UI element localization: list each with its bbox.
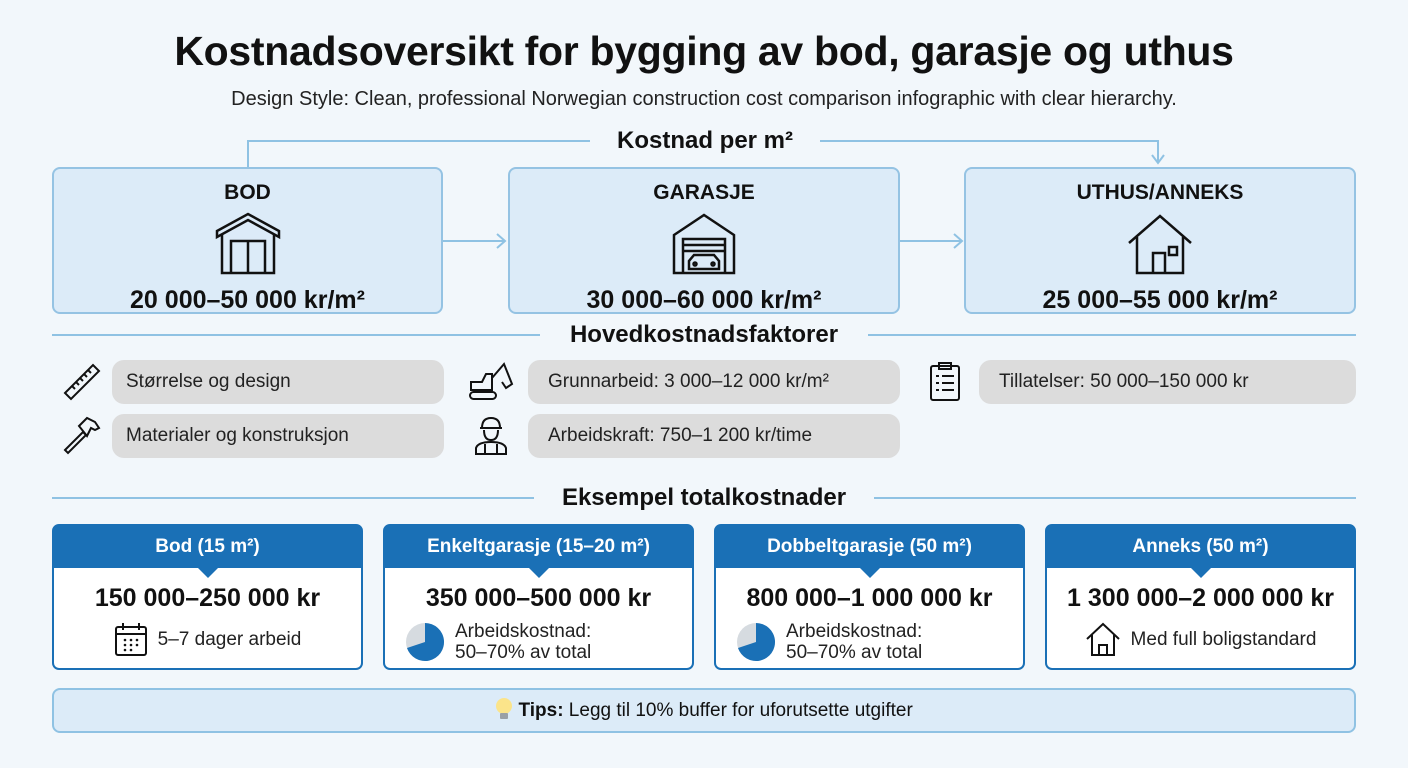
ruler-icon	[61, 361, 103, 403]
house-icon	[1125, 211, 1195, 277]
example-amount: 800 000–1 000 000 kr	[746, 584, 993, 612]
house-icon	[1085, 621, 1121, 657]
tips-bar	[52, 688, 1356, 733]
example-note: 50–70% av total	[455, 642, 592, 663]
example-note: Arbeidskostnad:	[455, 621, 592, 642]
clipboard-icon	[924, 360, 966, 402]
section-heading-per-m2: Kostnad per m²	[590, 127, 820, 155]
calendar-icon	[114, 621, 148, 657]
arrow-down-icon	[1150, 152, 1166, 166]
example-note: Arbeidskostnad:	[786, 621, 923, 642]
example-card-dobbeltgarasje	[714, 524, 1025, 670]
example-title: Dobbeltgarasje (50 m²)	[716, 526, 1023, 568]
section-heading-examples: Eksempel totalkostnader	[534, 484, 874, 512]
connector	[820, 140, 1159, 142]
example-note: 50–70% av total	[786, 642, 923, 663]
example-amount: 350 000–500 000 kr	[425, 584, 652, 612]
cost-card-uthus	[964, 167, 1356, 314]
example-note: 5–7 dager arbeid	[157, 628, 302, 650]
card-name: GARASJE	[653, 181, 755, 204]
tips-text: Legg til 10% buffer for uforutsette utgifter	[563, 700, 913, 721]
shed-icon	[213, 211, 283, 277]
factor-size-design: Størrelse og design	[112, 360, 444, 404]
factor-groundwork: Grunnarbeid: 3 000–12 000 kr/m²	[528, 360, 900, 404]
card-name: UTHUS/ANNEKS	[1076, 181, 1244, 204]
example-title: Enkeltgarasje (15–20 m²)	[385, 526, 692, 568]
page-title: Kostnadsoversikt for bygging av bod, garasje og uthus	[174, 28, 1234, 74]
example-title: Bod (15 m²)	[54, 526, 361, 568]
cost-card-garasje	[508, 167, 900, 314]
card-price: 20 000–50 000 kr/m²	[130, 286, 365, 314]
example-amount: 150 000–250 000 kr	[94, 584, 321, 612]
page-subtitle: Design Style: Clean, professional Norwegian construction cost comparison infographic with clear hierarchy.	[231, 88, 1177, 110]
card-price: 25 000–55 000 kr/m²	[1042, 286, 1278, 314]
pie-chart-icon	[736, 622, 776, 662]
section-heading-factors: Hovedkostnadsfaktorer	[540, 321, 868, 349]
garage-icon	[669, 211, 739, 277]
card-name: BOD	[224, 181, 271, 204]
connector	[247, 140, 249, 167]
lightbulb-icon	[495, 697, 513, 721]
example-amount: 1 300 000–2 000 000 kr	[1067, 584, 1334, 612]
worker-icon	[470, 414, 512, 456]
connector	[247, 140, 597, 142]
example-card-enkeltgarasje	[383, 524, 694, 670]
factor-permits: Tillatelser: 50 000–150 000 kr	[979, 360, 1356, 404]
arrow-right-icon	[494, 232, 508, 250]
pie-chart-icon	[405, 622, 445, 662]
card-price: 30 000–60 000 kr/m²	[586, 286, 822, 314]
example-card-bod	[52, 524, 363, 670]
factor-materials: Materialer og konstruksjon	[112, 414, 444, 458]
cost-card-bod	[52, 167, 443, 314]
hammer-icon	[61, 414, 103, 456]
factor-labor: Arbeidskraft: 750–1 200 kr/time	[528, 414, 900, 458]
arrow-right-icon	[951, 232, 965, 250]
tips-label: Tips:	[518, 700, 564, 721]
example-title: Anneks (50 m²)	[1047, 526, 1354, 568]
excavator-icon	[468, 360, 516, 402]
example-note: Med full boligstandard	[1130, 628, 1317, 650]
example-card-anneks	[1045, 524, 1356, 670]
